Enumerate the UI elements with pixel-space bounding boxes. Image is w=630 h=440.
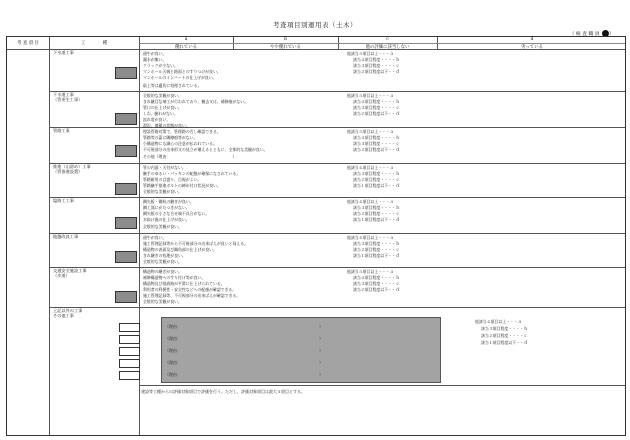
list-item: 構造物及び排液路が平滑に仕上げられている。 xyxy=(143,281,225,286)
eval-line: 該当２項目程度以下・・ｄ xyxy=(353,147,400,152)
eval-line: 該当２項目程度以下・・ｄ xyxy=(353,111,400,116)
eval-line: 他該当５項目以上・・・ａ xyxy=(347,129,394,134)
grade-a-letter: a xyxy=(184,37,188,42)
inspector-label-text: （ 検 査 職 員 xyxy=(569,32,602,37)
eval-line: 該当３項目程度・・・・ｂ xyxy=(353,205,400,210)
reason-field[interactable]: （理由： xyxy=(165,336,181,341)
eval-line: 該当２項目程度以下・・ｄ xyxy=(353,287,400,292)
score-box-pipe-rehab[interactable] xyxy=(115,113,137,125)
eval-line: 他該当４項目以上・・・ａ xyxy=(347,235,394,240)
other-checkbox-3[interactable] xyxy=(119,347,140,356)
list-item: きれ継ぎの処理が良い。 xyxy=(143,253,186,258)
inspector-label-suffix: ） xyxy=(609,32,614,37)
list-item: 管路継手推進ボルトの締め付け状況が良い。 xyxy=(143,183,221,188)
list-item: 鋼矢板・鋼杭の継ぎが良い。 xyxy=(143,199,194,204)
reason-field[interactable]: （理由： xyxy=(165,324,181,329)
score-box-sewer[interactable] xyxy=(115,67,137,79)
header-type-label: 工 種 xyxy=(80,41,108,46)
eval-line: 他該当４項目以上・・・ａ xyxy=(347,199,394,204)
list-item: 管路等の蓋に隅擦痕等がない。 xyxy=(143,135,198,140)
list-item: 鋼矢板の小さな合せ端不具合がない。 xyxy=(143,211,210,216)
list-item: 構造物の表面及び隅角部の仕上げが良い。 xyxy=(143,247,217,252)
grade-d-letter: d xyxy=(530,37,534,42)
other-checkbox-5[interactable] xyxy=(119,371,140,380)
list-item: 小構造物にも細心の注意が払われている。 xyxy=(143,141,217,146)
list-item: 不可視部分の出来形又の見立が備えるとともに、全体的な美観が良い。 xyxy=(143,147,268,152)
list-item: 取上等は適切に処理されている。 xyxy=(143,83,202,88)
eval-line: 該当１項目程度以下・・ｄ xyxy=(353,253,400,258)
eval-line: 他該当５項目以上・・・ａ xyxy=(347,51,394,56)
evaluation-table xyxy=(6,36,626,436)
list-item: 継手のゆるい・パッキンの蛇腹が確保になされている。 xyxy=(143,171,241,176)
score-box-pipeline[interactable] xyxy=(115,145,137,157)
eval-line: 該当３項目程度・・・・ｃ xyxy=(353,141,400,146)
eval-line: 該当２項目程度・・・・ｃ xyxy=(353,211,400,216)
eval-line: 該当４項目程度・・・・ｂ xyxy=(353,57,400,62)
other-checkbox-2[interactable] xyxy=(119,335,140,344)
list-item: 管の内面・天付がない。 xyxy=(143,165,186,170)
header-item-label: 考 査 項 目 xyxy=(17,41,39,46)
list-item: 全般的な美観が良い。 xyxy=(143,259,182,264)
list-item: 全般的な美観が良い。 xyxy=(143,299,182,304)
list-item: 全般的な美観が良い。 xyxy=(143,224,182,229)
list-item: マンホールのインバートの仕上げが良い。 xyxy=(143,75,217,80)
grade-a-desc: 優れている xyxy=(175,44,197,50)
section-title-pipe-rehab: 下水道工事 （管更生工事） xyxy=(53,92,83,102)
eval-line: 該当２項目程度以下・・ｄ xyxy=(353,69,400,74)
section-title-other: 上記以外の工事 その他工事 xyxy=(53,308,83,318)
score-box-retaining[interactable] xyxy=(115,217,137,229)
eval-line: 該当３項目程度・・・・ｃ xyxy=(353,63,400,68)
section-title-pipeline: 管路工事 xyxy=(53,128,70,133)
score-box-jacking[interactable] xyxy=(115,183,137,195)
eval-line: 該当２項目程度・・・・ｃ xyxy=(481,333,528,338)
section-title-sewer: 下水道工事 xyxy=(53,50,74,55)
list-item: クラックが少ない。 xyxy=(143,63,178,68)
list-item: 施工管理記録等、不可視部分の出来ばえが確認できる。 xyxy=(143,293,241,298)
other-reason-area xyxy=(161,317,441,383)
eval-line: 他該当５項目以上・・・ａ xyxy=(347,93,394,98)
reason-close-paren: ） xyxy=(319,348,323,353)
footnote: 建設等工種からの評価対象項目で評価を行う。ただし、評価対象項目は最大５項目とする。 xyxy=(141,389,305,394)
eval-line: 該当３項目程度・・・・ｂ xyxy=(353,241,400,246)
grade-b-desc: やや優れている xyxy=(270,44,301,50)
list-item: 滑沢、備蓄の状態が良い。 xyxy=(143,123,190,128)
list-item: 全般的な美観が良い。 xyxy=(143,93,182,98)
eval-line: 他該当５項目以上・・・ａ xyxy=(347,269,394,274)
grade-c-desc: 他の評価に該当しない xyxy=(365,44,410,50)
reason-field[interactable]: （理由： xyxy=(165,360,181,365)
list-item: 水抜け施の仕上げが良い。 xyxy=(143,217,190,222)
eval-line: 該当１項目程度以下・・ｄ xyxy=(353,183,400,188)
eval-line: 該当４項目程度・・・・ｂ xyxy=(353,275,400,280)
score-box-ground[interactable] xyxy=(115,251,137,263)
eval-line: 該当２項目程度・・・・ｃ xyxy=(353,177,400,182)
list-item: 鋼工面にがたつきがない。 xyxy=(143,205,190,210)
list-item: 通牛が良い。 xyxy=(143,235,167,240)
list-item: 管路耐用の目盛り、目視がよい。 xyxy=(143,177,202,182)
list-item: しわ、膨れがない。 xyxy=(143,111,178,116)
list-item: 流れ度が良い。 xyxy=(143,117,171,122)
eval-line: 該当２項目程度・・・・ｃ xyxy=(353,247,400,252)
grade-b-letter: b xyxy=(284,37,287,42)
other-checkbox-1[interactable] xyxy=(119,323,140,332)
eval-line: 該当３項目程度・・・・ｃ xyxy=(353,281,400,286)
section-title-jacking: 推進（山留め）工事 （管推進設置） xyxy=(53,164,91,174)
eval-line: 該当１項目程度以下・・ｄ xyxy=(481,340,528,345)
eval-line: 該当４項目程度・・・・ｂ xyxy=(353,99,400,104)
list-item: 構造物の継ぎが良い。 xyxy=(143,269,182,274)
list-item: 全般的な美観が良い。 xyxy=(143,189,182,194)
list-item: 通牛が良い。 xyxy=(143,51,167,56)
section-title-ground: 地盤改良工事 xyxy=(53,234,79,239)
grade-d-desc: 劣っている xyxy=(521,44,543,50)
list-item: きれ継目な端工が行われており、撤去又は、補修痕がない。 xyxy=(143,99,249,104)
other-checkbox-4[interactable] xyxy=(119,359,140,368)
reason-field[interactable]: （理由： xyxy=(165,348,181,353)
section-title-traffic: 交通安全施設工事 （歩道） xyxy=(53,268,87,278)
list-item: マンホール天端と路面とのすりつけが良い。 xyxy=(143,69,221,74)
score-box-traffic[interactable] xyxy=(115,291,137,303)
reason-close-paren: ） xyxy=(319,372,323,377)
list-item: 利用者の利便性・安全性などへの配慮が確認できる。 xyxy=(143,287,237,292)
reason-close-paren: ） xyxy=(319,336,323,341)
grade-c-letter: c xyxy=(386,37,389,42)
list-item: 補修構造物へのすり付け等が良い。 xyxy=(143,275,206,280)
section-title-retaining: 塩路工工事 xyxy=(53,198,74,203)
eval-line: 他該当４項目以上・・・ａ xyxy=(475,319,522,324)
reason-close-paren: ） xyxy=(319,324,323,329)
reason-field[interactable]: （理由： xyxy=(165,372,181,377)
eval-line: 該当４項目程度・・・・ｂ xyxy=(353,135,400,140)
eval-line: 該当３項目程度・・・・ｂ xyxy=(353,171,400,176)
list-item: 埋設管路対策で、管理路の汚し確認できる。 xyxy=(143,129,221,134)
list-item: 漏水が無い。 xyxy=(143,57,167,62)
eval-line: 該当１項目程度以下・・ｄ xyxy=(353,217,400,222)
list-item: 管口の仕上げが良い。 xyxy=(143,105,182,110)
list-item: その他（理由： ） xyxy=(143,154,237,159)
eval-line: 該当３項目程度・・・・ｃ xyxy=(353,105,400,110)
eval-line: 他該当４項目以上・・・ａ xyxy=(347,165,394,170)
page-title: 考査項目別運用表（土木） xyxy=(273,21,357,29)
list-item: 施工管理記録等から不可視部分の出来ばえが良いと伺える。 xyxy=(143,241,249,246)
eval-line: 該当３項目程度・・・・ｂ xyxy=(481,326,528,331)
reason-close-paren: ） xyxy=(319,360,323,365)
